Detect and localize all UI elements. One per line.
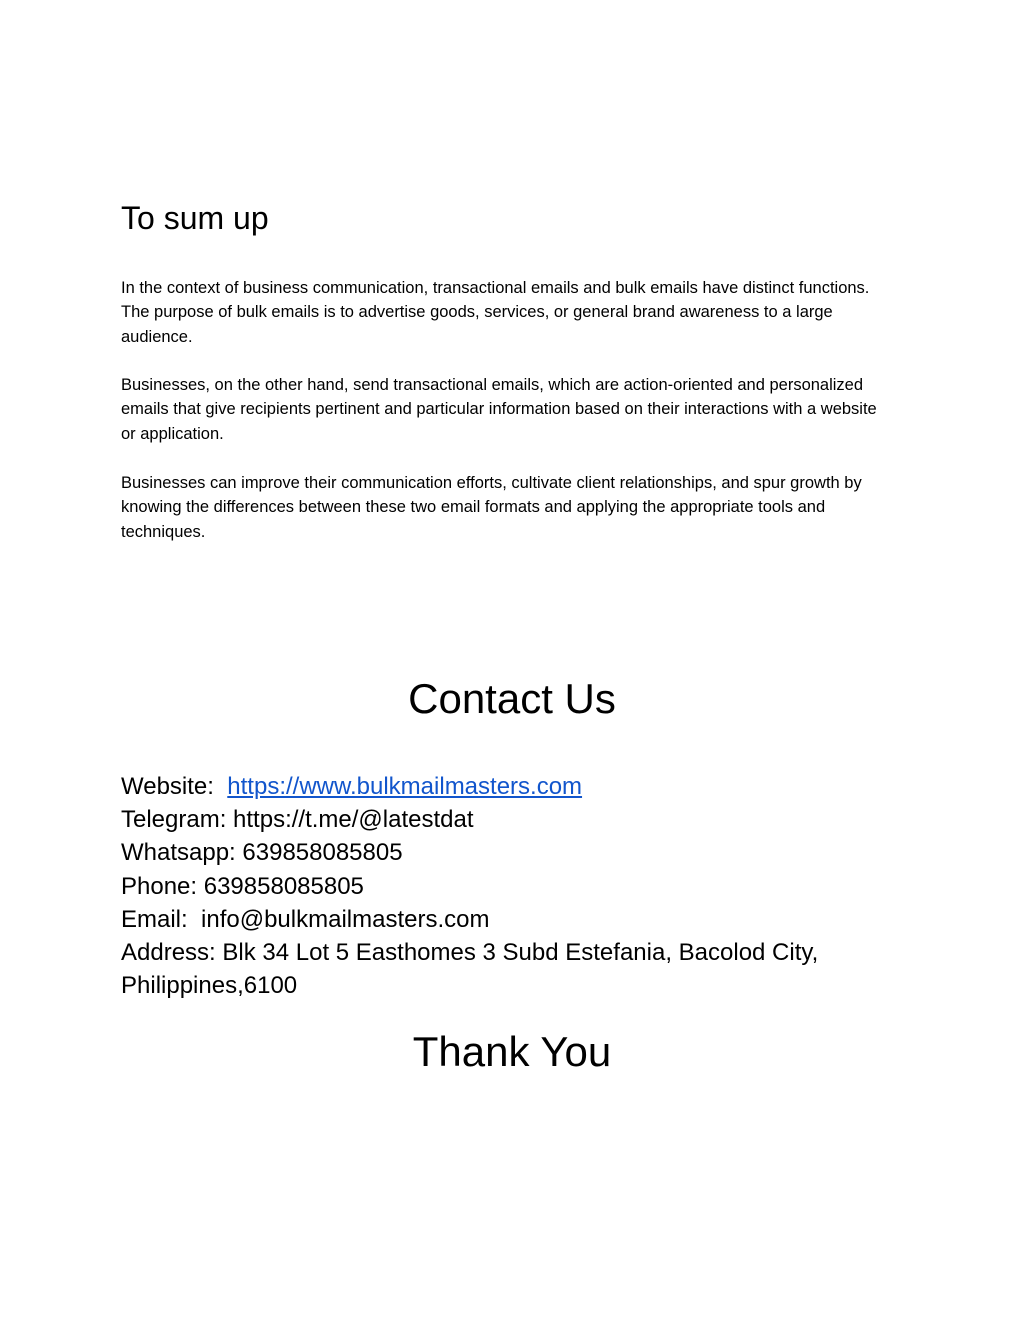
thank-you-heading: Thank You: [412, 1028, 612, 1075]
summary-paragraph-1: In the context of business communication, transactional emails and bulk emails have distinct functions. The purpose of bulk emails is to advertise goods, services, or general brand awareness to a large audience.: [121, 279, 870, 346]
phone-line: Phone: 639858085805: [121, 872, 364, 900]
email-line: Email: info@bulkmailmasters.com: [121, 905, 490, 933]
whatsapp-line: Whatsapp: 639858085805: [121, 839, 403, 867]
website-link[interactable]: https://www.bulkmailmasters.com: [227, 773, 583, 800]
website-line: [121, 770, 911, 803]
website-label: Website:: [121, 773, 214, 800]
summary-heading: To sum up: [121, 200, 269, 236]
contact-details: [121, 770, 911, 1002]
address-line: Address: Blk 34 Lot 5 Easthomes 3 Subd Estefania, Bacolod City, Philippines,6100: [121, 939, 819, 1000]
contact-heading: Contact Us: [408, 675, 616, 722]
summary-paragraph-3: Businesses can improve their communication efforts, cultivate client relationships, and spur growth by knowing the differences between these two email formats and applying the appropriate tools and techniques.: [121, 474, 862, 541]
telegram-line: Telegram: https://t.me/@latestdat: [121, 806, 474, 834]
summary-paragraph-2: Businesses, on the other hand, send transactional emails, which are action-oriented and personalized emails that give recipients pertinent and particular information based on their interactions with a website or application.: [121, 376, 877, 443]
